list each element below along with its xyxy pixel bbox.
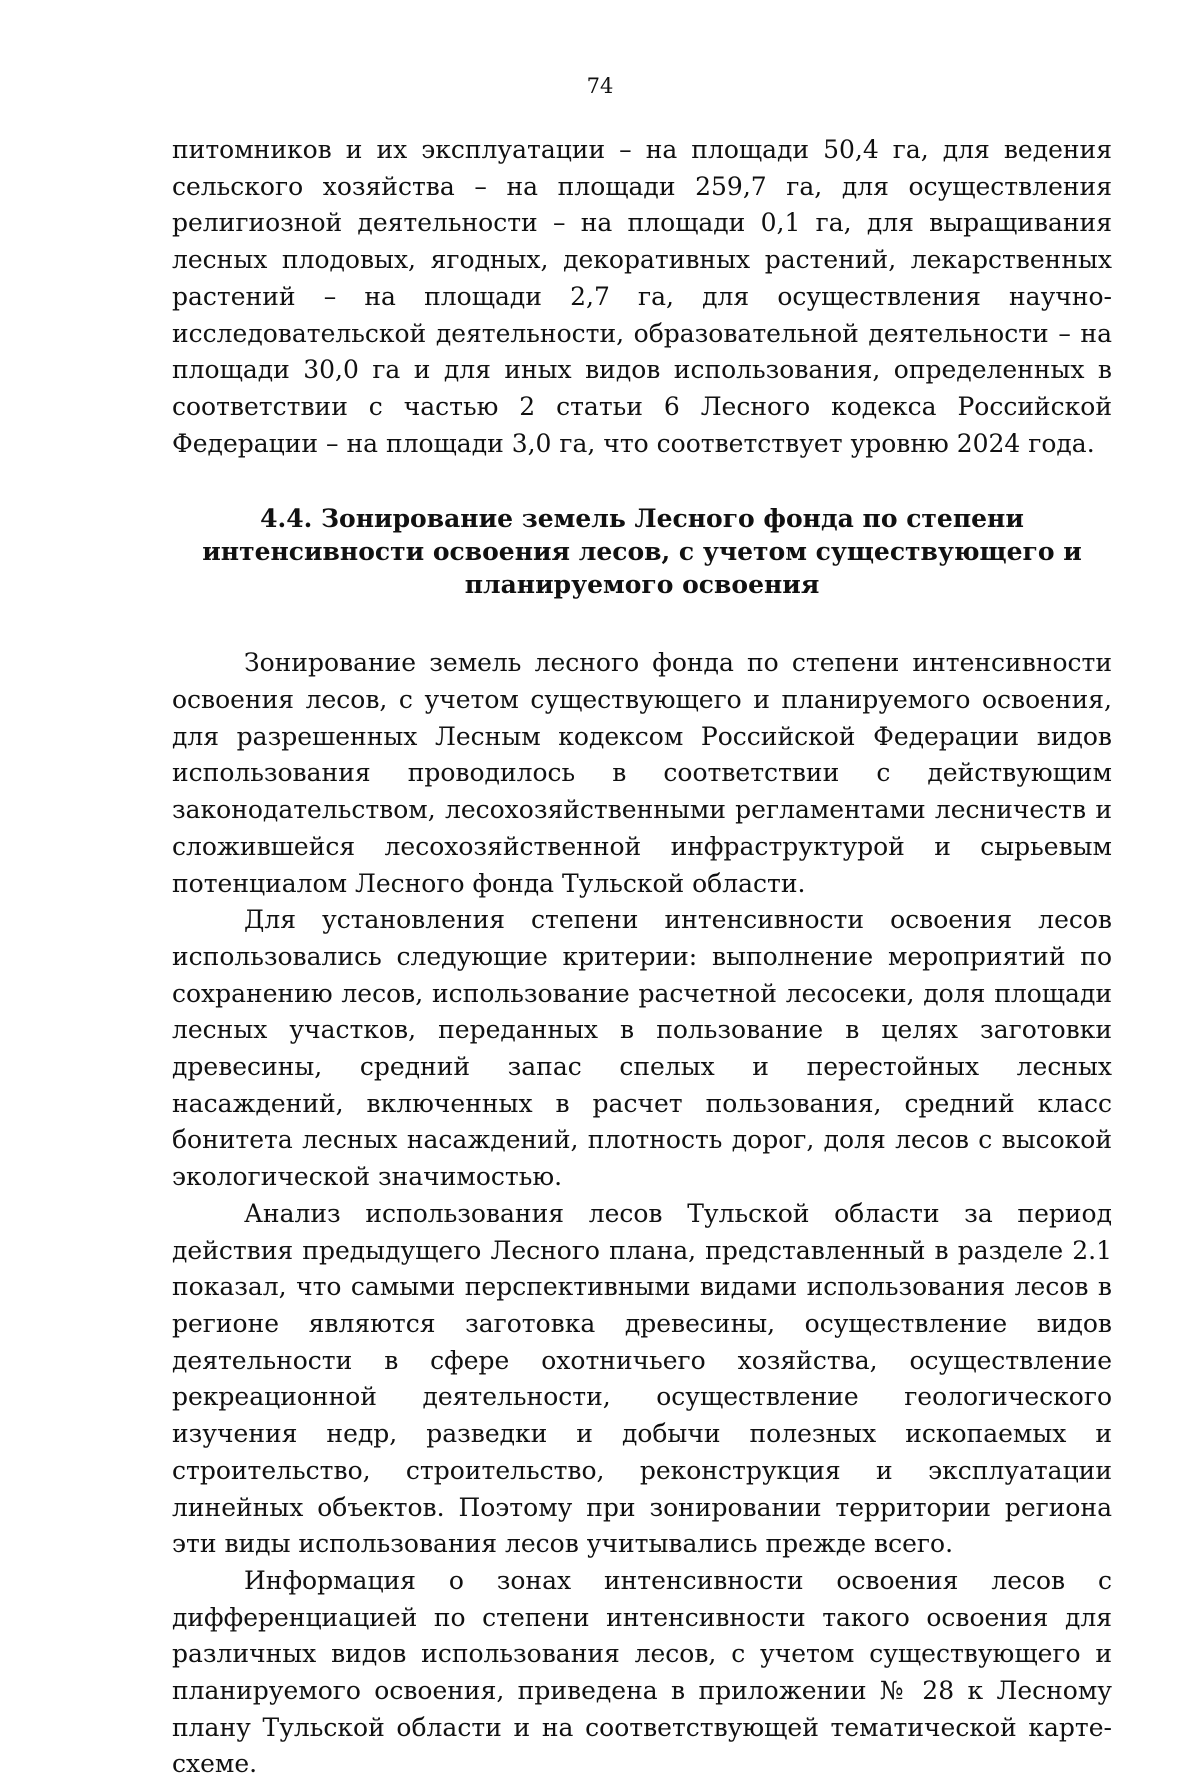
continuation-paragraph: питомников и их эксплуатации – на площади 50,4 га, для ведения сельского хозяйства – на площади 259,7 га, для осуществления религиозной деятельности – на площади 0,1 га, для выращивания лесных плодовых, ягодных, декоративных растений, лекарственных растений – на площади 2,7 га, для осуществления научно-исследовательской деятельности, образовательной деятельности – на площади 30,0 га и для иных видов использования, определенных в соответствии с частью 2 статьи 6 Лесного кодекса Российской Федерации – на площади 3,0 га, что соответствует уровню 2024 года. — [172, 135, 1112, 458]
page-number: 74 — [586, 74, 614, 98]
body-paragraph-2: Для установления степени интенсивности освоения лесов использовались следующие критерии: выполнение мероприятий по сохранению лесов, использование расчетной лесосеки, доля площади лесных участков, переданных в пользование в целях заготовки древесины, средний запас спелых и перестойных лесных насаждений, включенных в расчет пользования, средний класс бонитета лесных насаждений, плотность дорог, доля лесов с высокой экологической значимостью. — [172, 905, 1112, 1192]
body-paragraph-4: Информация о зонах интенсивности освоения лесов с дифференциацией по степени интенсивности такого освоения для различных видов использования лесов, с учетом существующего и планируемого освоения, приведена в приложении № 28 к Лесному плану Тульской области и на соответствующей тематической карте-схеме. — [172, 1565, 1112, 1779]
page-content — [172, 132, 1112, 1783]
body-paragraph-1: Зонирование земель лесного фонда по степени интенсивности освоения лесов, с учетом существующего и планируемого освоения, для разрешенных Лесным кодексом Российской Федерации видов использования проводилось в соответствии с действующим законодательством, лесохозяйственными регламентами лесничеств и сложившейся лесохозяйственной инфраструктурой и сырьевым потенциалом Лесного фонда Тульской области. — [172, 648, 1112, 898]
body-paragraph-3: Анализ использования лесов Тульской области за период действия предыдущего Лесного плана, представленный в разделе 2.1 показал, что самыми перспективными видами использования лесов в регионе являются заготовка древесины, осуществление видов деятельности в сфере охотничьего хозяйства, осуществление рекреационной деятельности, осуществление геологического изучения недр, разведки и добычи полезных ископаемых и строительство, строительство, реконструкция и эксплуатации линейных объектов. Поэтому при зонировании территории региона эти виды использования лесов учитывались прежде всего. — [172, 1198, 1112, 1559]
section-heading: 4.4. Зонирование земель Лесного фонда по степени интенсивности освоения лесов, с учетом существующего и планируемого освоения — [202, 504, 1082, 600]
